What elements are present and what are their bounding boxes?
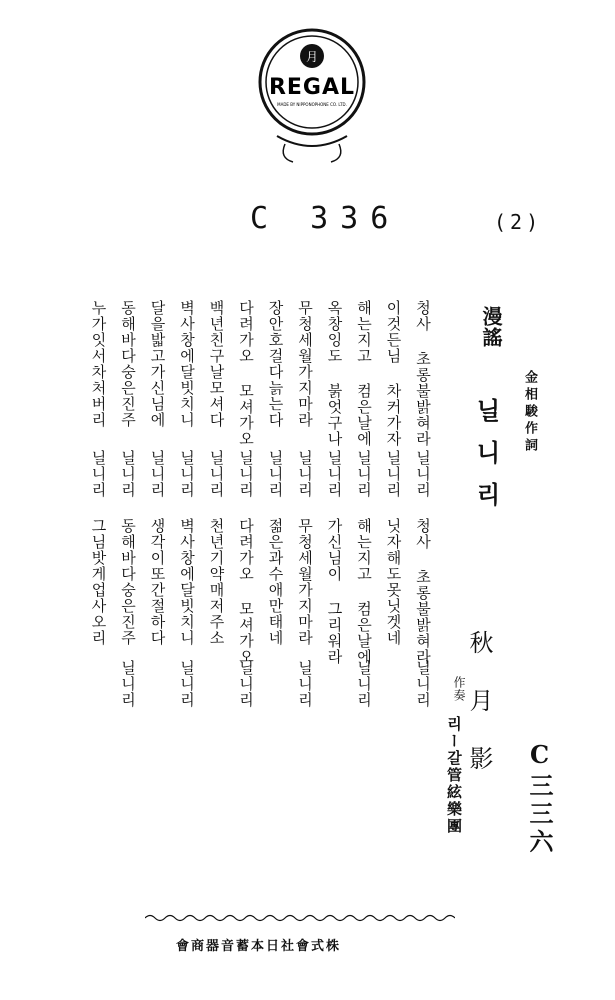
- lyric-line: 장안호걸다늙는다: [266, 300, 285, 428]
- lyric-line: 옥창잉도 붉엇구나: [325, 300, 344, 447]
- lyric-line: 청사 초롱불밝혀라: [414, 300, 432, 447]
- lyric-refrain: 닐니리: [178, 660, 196, 708]
- divider-wave: [145, 911, 455, 925]
- lyric-refrain: 닐니리: [384, 450, 403, 498]
- catalog-number: C 336: [250, 201, 401, 236]
- lyric-line: 누가잇서차처버리: [89, 300, 108, 428]
- lyric-line: 벽사창에달빗치니: [178, 300, 196, 428]
- regal-logo: [257, 26, 367, 176]
- lyric-line: 동해바다숭은진주: [119, 518, 137, 646]
- lyricist: 金相駿作詞: [522, 370, 537, 455]
- lyric-refrain: 닐니리: [296, 450, 314, 498]
- lyric-line: 다려가오 모셔가오: [237, 300, 255, 447]
- lyric-line: 그님밧게업사오리: [89, 518, 108, 646]
- lyric-line: 다려가오 모셔가오: [237, 518, 255, 665]
- page-number: (2): [494, 210, 543, 234]
- catalog-vertical: C三三六: [525, 740, 554, 857]
- logo-small-text: MADE BY NIPPONOPHONE CO. LTD.: [277, 102, 347, 107]
- lyric-line: 동해바다숭은진주: [119, 300, 137, 428]
- lyric-refrain: 닐니리: [207, 450, 226, 498]
- lyric-refrain: 닐니리: [119, 450, 137, 498]
- lyric-line: 해는지고 컴은날에: [355, 300, 373, 447]
- lyric-line: 천년기약매저주소: [207, 518, 226, 646]
- genre: 漫謠: [479, 306, 503, 348]
- publisher-footer: 會商器音蓄本日社會式株: [176, 939, 342, 954]
- svg-text:月: 月: [305, 50, 319, 64]
- lyric-line: 백년친구날모셔다: [207, 300, 226, 428]
- lyric-refrain: 닐니리: [414, 660, 432, 708]
- lyric-refrain: 닐니리: [355, 450, 373, 498]
- performers: 리ー갈管絃樂團: [445, 716, 463, 835]
- lyric-line: 닛자해도못닛겟네: [384, 518, 403, 646]
- lyric-refrain: 닐니리: [119, 660, 137, 708]
- composer-role: 作奏: [452, 676, 466, 702]
- composer: 秋月影: [465, 630, 493, 804]
- lyric-line: 청사 초롱불밝혀라: [414, 518, 432, 665]
- lyric-line: 해는지고 컴은날에: [355, 518, 373, 665]
- lyric-line: 무청세월가지마라: [296, 518, 314, 646]
- logo-brand: REGAL: [268, 75, 356, 100]
- lyric-refrain: 닐니리: [296, 660, 314, 708]
- lyric-line: 달을밟고가신님에: [148, 300, 167, 428]
- lyric-line: 젊은과수애만태네: [266, 518, 285, 646]
- lyric-refrain: 닐니리: [148, 450, 167, 498]
- lyric-refrain: 닐니리: [178, 450, 196, 498]
- lyric-refrain: 닐니리: [237, 450, 255, 498]
- lyric-refrain: 닐니리: [266, 450, 285, 498]
- song-title: 닐니리: [472, 398, 501, 524]
- lyric-refrain: 닐니리: [325, 450, 344, 498]
- lyric-line: 가신님이 그리워라: [325, 518, 344, 665]
- lyric-line: 벽사창에달빗치니: [178, 518, 196, 646]
- lyric-line: 이것든님 차커가자: [384, 300, 403, 447]
- lyric-refrain: 닐니리: [355, 660, 373, 708]
- lyric-refrain: 닐니리: [89, 450, 108, 498]
- lyric-refrain: 닐니리: [414, 450, 432, 498]
- lyric-line: 무청세월가지마라: [296, 300, 314, 428]
- lyric-refrain: 닐니리: [237, 660, 255, 708]
- lyric-line: 생각이또간절하다: [148, 518, 167, 646]
